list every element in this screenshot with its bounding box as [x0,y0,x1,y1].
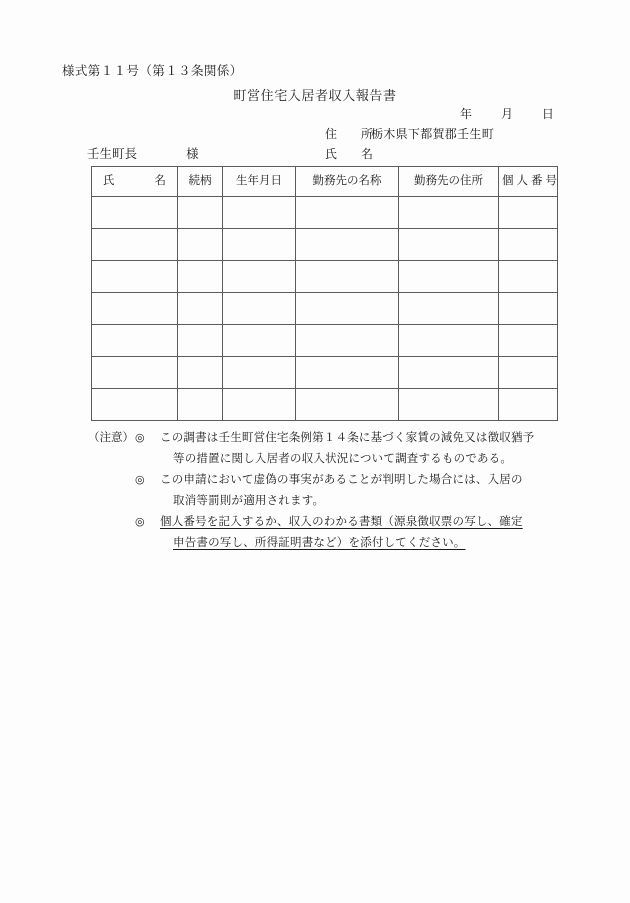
month-label: 月 [500,107,514,121]
table-row [92,229,558,261]
table-row [92,325,558,357]
table-cell-my_number[interactable] [499,229,558,261]
applicant-block [325,124,494,164]
applicant-address-label: 住 所 [325,127,380,141]
table-cell-name[interactable] [92,325,178,357]
table-header-row [92,167,558,197]
table-row [92,261,558,293]
applicant-name-row [325,144,494,164]
table-cell-workplace_name[interactable] [296,261,399,293]
applicant-address-row [325,124,494,144]
income-table [91,166,558,421]
table-cell-birth_date[interactable] [223,261,296,293]
table-cell-workplace_address[interactable] [399,325,499,357]
table-row [92,357,558,389]
note-item [88,470,558,512]
table-cell-relation[interactable] [178,389,223,421]
table-cell-my_number[interactable] [499,293,558,325]
date-line [460,105,554,122]
table-cell-workplace_name[interactable] [296,293,399,325]
note-line: 個人番号を記入するか、収入のわかる書類（源泉徴収票の写し、確定 [160,516,523,528]
table-cell-name[interactable] [92,229,178,261]
note-line: この申請において虚偽の事実があることが判明した場合には、入居の [160,474,523,486]
note-item [88,512,558,554]
column-header-name-suffix: 名 [154,175,166,187]
page-title: 町営住宅入居者収入報告書 [233,88,397,103]
table-cell-name[interactable] [92,261,178,293]
table-cell-relation[interactable] [178,357,223,389]
table-cell-name[interactable] [92,357,178,389]
table-cell-my_number[interactable] [499,389,558,421]
table-row [92,293,558,325]
table-cell-workplace_address[interactable] [399,389,499,421]
table-cell-my_number[interactable] [499,261,558,293]
table-cell-workplace_name[interactable] [296,389,399,421]
table-header [92,167,558,197]
recipient-line [87,144,199,162]
table-cell-workplace_name[interactable] [296,357,399,389]
notes-list [88,428,558,554]
table-cell-workplace_address[interactable] [399,229,499,261]
note-bullet-icon: ◎ [135,474,145,486]
table-cell-workplace_address[interactable] [399,357,499,389]
note-line: 取消等罰則が適用されます。 [173,495,325,507]
table-body [92,197,558,421]
table-cell-my_number[interactable] [499,325,558,357]
applicant-address-value: 栃木県下都賀郡壬生町 [371,127,495,141]
applicant-name-label: 氏 名 [325,147,380,161]
table-cell-my_number[interactable] [499,197,558,229]
table-cell-birth_date[interactable] [223,357,296,389]
table-cell-workplace_address[interactable] [399,197,499,229]
table-row [92,197,558,229]
recipient-honorific: 様 [186,147,199,161]
table-cell-relation[interactable] [178,325,223,357]
column-header-workplace-address: 勤務先の住所 [399,167,499,197]
table-cell-workplace_name[interactable] [296,197,399,229]
table-cell-workplace_name[interactable] [296,325,399,357]
column-header-workplace-name: 勤務先の名称 [296,167,399,197]
note-bullet-icon: ◎ [135,516,145,528]
table-row [92,389,558,421]
table-cell-relation[interactable] [178,293,223,325]
column-header-birth-date: 生年月日 [223,167,296,197]
day-label: 日 [541,107,555,121]
note-line: 申告書の写し、所得証明書など）を添付してください。 [173,537,466,549]
table-cell-workplace_address[interactable] [399,261,499,293]
table-cell-birth_date[interactable] [223,229,296,261]
column-header-relation: 続柄 [178,167,223,197]
column-header-name-prefix: 氏 [103,175,115,187]
recipient-to: 壬生町長 [87,147,138,161]
column-header-name [92,167,178,197]
table-cell-birth_date[interactable] [223,197,296,229]
table-cell-name[interactable] [92,197,178,229]
year-label: 年 [460,107,473,121]
table-cell-name[interactable] [92,389,178,421]
note-line: この調書は壬生町営住宅条例第１４条に基づく家賃の減免又は徴収猶予 [160,432,535,444]
notes-section [88,428,558,554]
table-cell-relation[interactable] [178,261,223,293]
table-cell-birth_date[interactable] [223,325,296,357]
note-line: 等の措置に関し入居者の収入状況について調査するものである。 [173,453,513,465]
table-cell-name[interactable] [92,293,178,325]
column-header-my-number: 個人番号 [499,167,558,197]
form-number: 様式第１１号（第１３条関係） [62,64,243,78]
table-cell-birth_date[interactable] [223,293,296,325]
note-bullet-icon: ◎ [135,432,145,444]
note-item [88,428,558,470]
table-cell-workplace_name[interactable] [296,229,399,261]
table-cell-relation[interactable] [178,229,223,261]
table-cell-birth_date[interactable] [223,389,296,421]
table-cell-relation[interactable] [178,197,223,229]
notes-heading: （注意） [88,432,134,444]
table-cell-workplace_address[interactable] [399,293,499,325]
table-cell-my_number[interactable] [499,357,558,389]
